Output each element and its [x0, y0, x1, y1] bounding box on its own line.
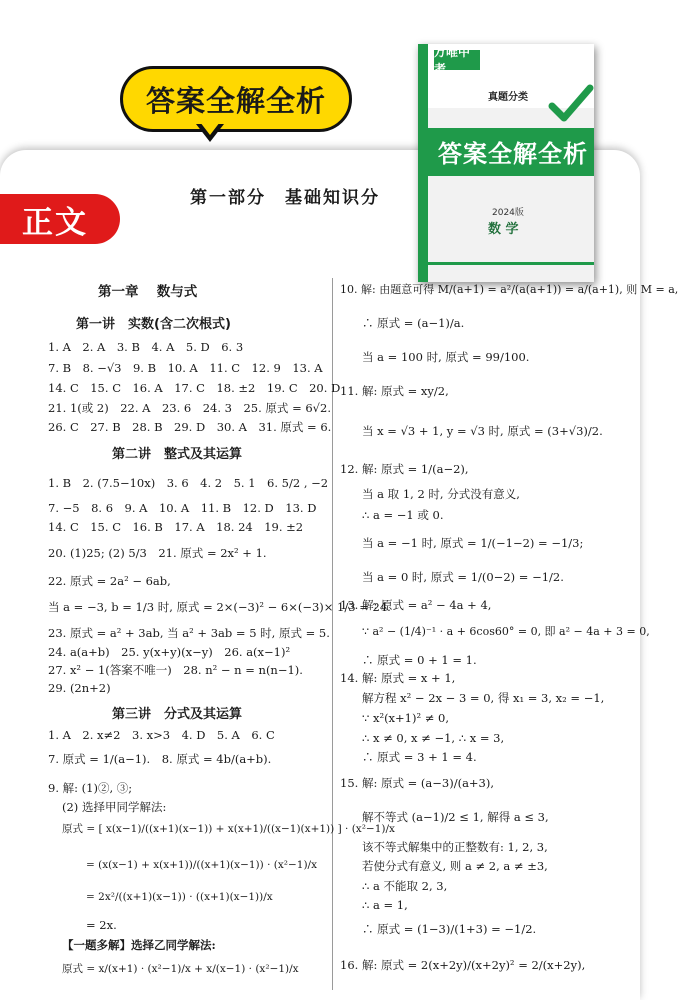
answer-line: 解方程 x² − 2x − 3 = 0, 得 x₁ = 3, x₂ = −1,	[362, 691, 605, 705]
answer-line: 27. x² − 1(答案不唯一) 28. n² − n = n(n−1).	[48, 663, 303, 677]
answer-line: 14. C 15. C 16. A 17. C 18. ±2 19. C 20. D	[48, 381, 341, 395]
answer-line: 当 a = −1 时, 原式 = 1/(−1−2) = −1/3;	[362, 536, 584, 550]
lecture-1-title: 第一讲 实数(含二次根式)	[76, 317, 231, 332]
banner-text: 答案全解全析	[145, 83, 326, 118]
section-tag: 正文	[0, 194, 120, 244]
answer-line: 21. 1(或 2) 22. A 23. 6 24. 3 25. 原式 = 6√2.	[48, 401, 331, 415]
answer-line: 10. 解: 由题意可得 M/(a+1) = a²/(a(a+1)) = a/(a+1), 则 M = a,	[340, 283, 678, 296]
answer-line: 当 a = 100 时, 原式 = 99/100.	[362, 350, 530, 364]
book-logo: 万唯中考	[434, 50, 480, 70]
answer-line: 26. C 27. B 28. B 29. D 30. A 31. 原式 = 6.	[48, 420, 332, 434]
book-subject: 数 学	[488, 222, 519, 237]
answer-line: 11. 解: 原式 = xy/2,	[340, 384, 449, 398]
answer-line: 原式 = x/(x+1) · (x²−1)/x + x/(x−1) · (x²−1)/x	[62, 963, 299, 975]
book-title: 答案全解全析	[438, 140, 588, 168]
answer-line: 该不等式解集中的正整数有: 1, 2, 3,	[362, 840, 548, 854]
answer-line: 13. 解: 原式 = a² − 4a + 4,	[340, 598, 492, 612]
answer-line: 20. (1)25; (2) 5/3 21. 原式 = 2x² + 1.	[48, 546, 267, 560]
book-series: 真题分类	[488, 92, 528, 103]
answer-line: 15. 解: 原式 = (a−3)/(a+3),	[340, 776, 495, 790]
answer-line: (2) 选择甲同学解法:	[62, 800, 167, 814]
answer-line: 原式 = [ x(x−1)/((x+1)(x−1)) + x(x+1)/((x−1)(x+1)) ] · (x²−1)/x	[62, 823, 395, 835]
answer-line: ∴ a = −1 或 0.	[362, 508, 444, 522]
answer-line: = (x(x−1) + x(x+1))/((x+1)(x−1)) · (x²−1)/x	[86, 859, 318, 871]
answer-line: 14. C 15. C 16. B 17. A 18. 24 19. ±2	[48, 520, 304, 534]
answer-line: 29. (2n+2)	[48, 681, 111, 695]
answer-line: 若使分式有意义, 则 a ≠ 2, a ≠ ±3,	[362, 859, 548, 873]
answer-line: = 2x²/((x+1)(x−1)) · ((x+1)(x−1))/x	[86, 891, 273, 903]
answer-line: ∵ x²(x+1)² ≠ 0,	[362, 711, 450, 725]
book-spine	[418, 44, 428, 282]
answer-line: 当 x = √3 + 1, y = √3 时, 原式 = (3+√3)/2.	[362, 424, 603, 438]
answer-line: 24. a(a+b) 25. y(x+y)(x−y) 26. a(x−1)²	[48, 645, 291, 659]
chapter-title: 第一章 数与式	[98, 284, 198, 300]
lecture-3-title: 第三讲 分式及其运算	[112, 707, 243, 722]
answer-line: 7. B 8. −√3 9. B 10. A 11. C 12. 9 13. A	[48, 361, 323, 375]
answer-line: ∴ x ≠ 0, x ≠ −1, ∴ x = 3,	[362, 731, 505, 745]
banner-tail-fill	[200, 122, 220, 135]
answer-line: 解不等式 (a−1)/2 ≤ 1, 解得 a ≤ 3,	[362, 810, 549, 824]
answer-line: 【一题多解】选择乙同学解法:	[62, 938, 216, 952]
answer-line: ∴ a 不能取 2, 3,	[362, 879, 448, 893]
answer-line: 14. 解: 原式 = x + 1,	[340, 671, 456, 685]
book-edition: 2024版	[492, 208, 524, 218]
answer-line: 9. 解: (1)②, ③;	[48, 781, 133, 795]
answer-line: 1. A 2. A 3. B 4. A 5. D 6. 3	[48, 340, 244, 354]
answer-line: 12. 解: 原式 = 1/(a−2),	[340, 462, 469, 476]
answer-line: 16. 解: 原式 = 2(x+2y)/(x+2y)² = 2/(x+2y),	[340, 958, 586, 972]
answer-line: 当 a = 0 时, 原式 = 1/(0−2) = −1/2.	[362, 570, 564, 584]
answer-line: 7. −5 8. 6 9. A 10. A 11. B 12. D 13. D	[48, 501, 317, 515]
answer-line: 1. B 2. (7.5−10x) 3. 6 4. 2 5. 1 6. 5/2 , −2	[48, 476, 329, 490]
answer-line: 23. 原式 = a² + 3ab, 当 a² + 3ab = 5 时, 原式 = 5.	[48, 626, 330, 640]
answer-line: ∴ a = 1,	[362, 898, 408, 912]
answer-line: ∴ 原式 = (1−3)/(1+3) = −1/2.	[362, 922, 537, 936]
answer-line: ∴ 原式 = 0 + 1 = 1.	[362, 653, 477, 667]
answer-line: = 2x.	[86, 918, 117, 932]
answer-line: ∴ 原式 = (a−1)/a.	[362, 316, 465, 330]
answer-line: 22. 原式 = 2a² − 6ab,	[48, 574, 171, 588]
part-title: 第一部分 基础知识分	[190, 188, 380, 208]
answer-line: 7. 原式 = 1/(a−1). 8. 原式 = 4b/(a+b).	[48, 752, 272, 766]
answer-line: 当 a = −3, b = 1/3 时, 原式 = 2×(−3)² − 6×(−3)× 1/3 = 24.	[48, 600, 391, 614]
checkmark-icon	[548, 84, 592, 124]
answer-line: 1. A 2. x≠2 3. x>3 4. D 5. A 6. C	[48, 728, 275, 742]
title-banner	[120, 66, 352, 132]
answer-line: 当 a 取 1, 2 时, 分式没有意义,	[362, 487, 520, 501]
book-bottom-stripe	[428, 262, 594, 265]
answer-line: ∵ a² − (1/4)⁻¹ · a + 6cos60° = 0, 即 a² − 4a + 3 = 0,	[362, 625, 650, 638]
lecture-2-title: 第二讲 整式及其运算	[112, 447, 243, 462]
answer-line: ∴ 原式 = 3 + 1 = 4.	[362, 750, 477, 764]
